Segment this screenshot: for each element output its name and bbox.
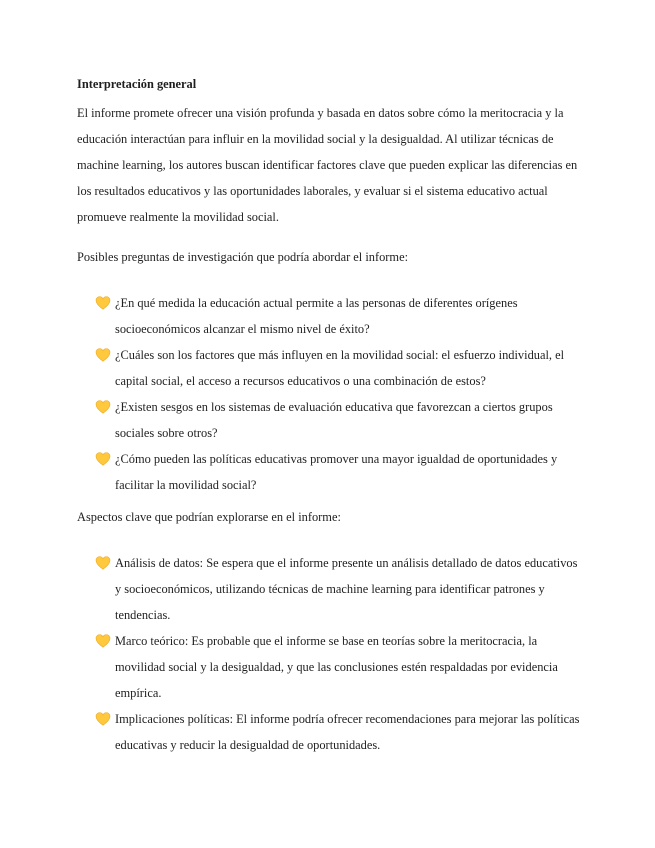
list-item-text: ¿Cuáles son los factores que más influyen en la movilidad social: el esfuerzo individual, el capital social, el acceso a recursos educativos o una combinación de estos?	[115, 348, 565, 388]
questions-intro: Posibles preguntas de investigación que podría abordar el informe:	[77, 250, 409, 264]
list-item-text: ¿En qué medida la educación actual permite a las personas de diferentes orígenes socioeconómicos alcanzar el mismo nivel de éxito?	[115, 296, 518, 336]
yellow-heart-icon	[95, 451, 111, 467]
list-item	[77, 706, 582, 758]
aspects-list	[77, 550, 582, 758]
list-item-text: Marco teórico: Es probable que el informe se base en teorías sobre la meritocracia, la movilidad social y la desigualdad, y que las conclusiones estén respaldadas por evidencia empírica.	[115, 634, 558, 700]
list-item	[77, 446, 582, 498]
aspects-intro: Aspectos clave que podrían explorarse en el informe:	[77, 510, 341, 524]
list-item	[77, 342, 582, 394]
summary-paragraph: El informe promete ofrecer una visión profunda y basada en datos sobre cómo la meritocracia y la educación interactúan para influir en la movilidad social y la desigualdad. Al utilizar técnicas de machine learning, los autores buscan identificar factores clave que pueden explicar las diferencias en los resultados educativos y las oportunidades laborales, y evaluar si el sistema educativo actual promueve realmente la movilidad social.	[77, 106, 578, 224]
yellow-heart-icon	[95, 295, 111, 311]
list-item	[77, 394, 582, 446]
yellow-heart-icon	[95, 711, 111, 727]
list-item	[77, 550, 582, 628]
list-item-text: Análisis de datos: Se espera que el informe presente un análisis detallado de datos educativos y socioeconómicos, utilizando técnicas de machine learning para identificar patrones y tendencias.	[115, 556, 578, 622]
list-item	[77, 628, 582, 706]
document-page	[77, 74, 582, 758]
questions-list	[77, 290, 582, 498]
yellow-heart-icon	[95, 347, 111, 363]
list-item-text: Implicaciones políticas: El informe podría ofrecer recomendaciones para mejorar las políticas educativas y reducir la desigualdad de oportunidades.	[115, 712, 580, 752]
section-heading: Interpretación general	[77, 77, 197, 91]
list-item-text: ¿Existen sesgos en los sistemas de evaluación educativa que favorezcan a ciertos grupos sociales sobre otros?	[115, 400, 553, 440]
yellow-heart-icon	[95, 633, 111, 649]
yellow-heart-icon	[95, 399, 111, 415]
list-item	[77, 290, 582, 342]
yellow-heart-icon	[95, 555, 111, 571]
list-item-text: ¿Cómo pueden las políticas educativas promover una mayor igualdad de oportunidades y facilitar la movilidad social?	[115, 452, 558, 492]
